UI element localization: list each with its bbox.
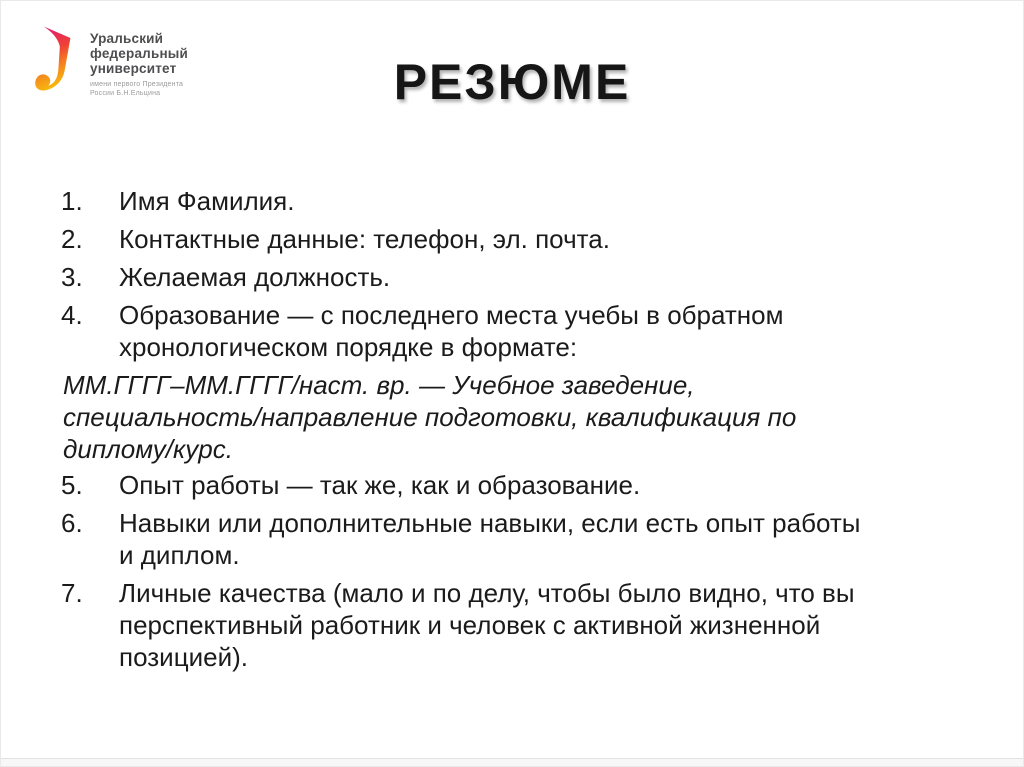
list-item-text (119, 507, 968, 571)
list-item-4 (61, 299, 968, 363)
list-item-line: перспективный работник и человек с активной жизненной (119, 610, 821, 640)
list-item-1 (61, 185, 968, 217)
list-item-line: Образование — с последнего места учебы в обратном (119, 300, 784, 330)
list-item-number: 3. (61, 262, 83, 292)
list-item-line: позицией). (119, 642, 248, 672)
list-item-number: 1. (61, 186, 83, 216)
list-item-line: и диплом. (119, 540, 240, 570)
university-name-line: федеральный (90, 46, 189, 61)
list-item-text (119, 261, 968, 293)
note-line: специальность/направление подготовки, квалификация по (63, 402, 797, 432)
list-item-2 (61, 223, 968, 255)
list-item-7 (61, 577, 968, 673)
list-item-text (119, 469, 968, 501)
university-subtitle-line: имени первого Президента (90, 81, 184, 88)
list-item-number: 5. (61, 470, 83, 500)
note-line: диплому/курс. (63, 434, 233, 464)
list-item-number: 6. (61, 508, 83, 538)
list-item-line: Опыт работы — так же, как и образование. (119, 470, 641, 500)
list-item-line: Личные качества (мало и по делу, чтобы было видно, что вы (119, 578, 855, 608)
list-item-number: 2. (61, 224, 83, 254)
list-item-text (119, 223, 968, 255)
list-item-5 (61, 469, 968, 501)
university-name-line: Уральский (90, 31, 164, 46)
list-item-6 (61, 507, 968, 571)
list-item-line: хронологическом порядке в формате: (119, 332, 578, 362)
list-item-text (119, 577, 968, 673)
slide-bottom-edge (1, 758, 1023, 766)
note-line: ММ.ГГГГ–ММ.ГГГГ/наст. вр. — Учебное заведение, (63, 370, 695, 400)
list-item-text (119, 299, 968, 363)
list-item-line: Контактные данные: телефон, эл. почта. (119, 224, 610, 254)
list-item-number: 7. (61, 578, 83, 608)
list-item-text (119, 185, 968, 217)
list-item-line: Имя Фамилия. (119, 186, 295, 216)
list-item-3 (61, 261, 968, 293)
list-item-line: Желаемая должность. (119, 262, 391, 292)
slide-title: РЕЗЮМЕ (393, 54, 631, 110)
resume-list (61, 185, 968, 679)
list-item-number: 4. (61, 300, 83, 330)
education-format-note (63, 369, 968, 465)
list-item-line: Навыки или дополнительные навыки, если есть опыт работы (119, 508, 861, 538)
university-name-line: университет (90, 61, 177, 76)
university-subtitle-line: России Б.Н.Ельцина (90, 89, 161, 97)
